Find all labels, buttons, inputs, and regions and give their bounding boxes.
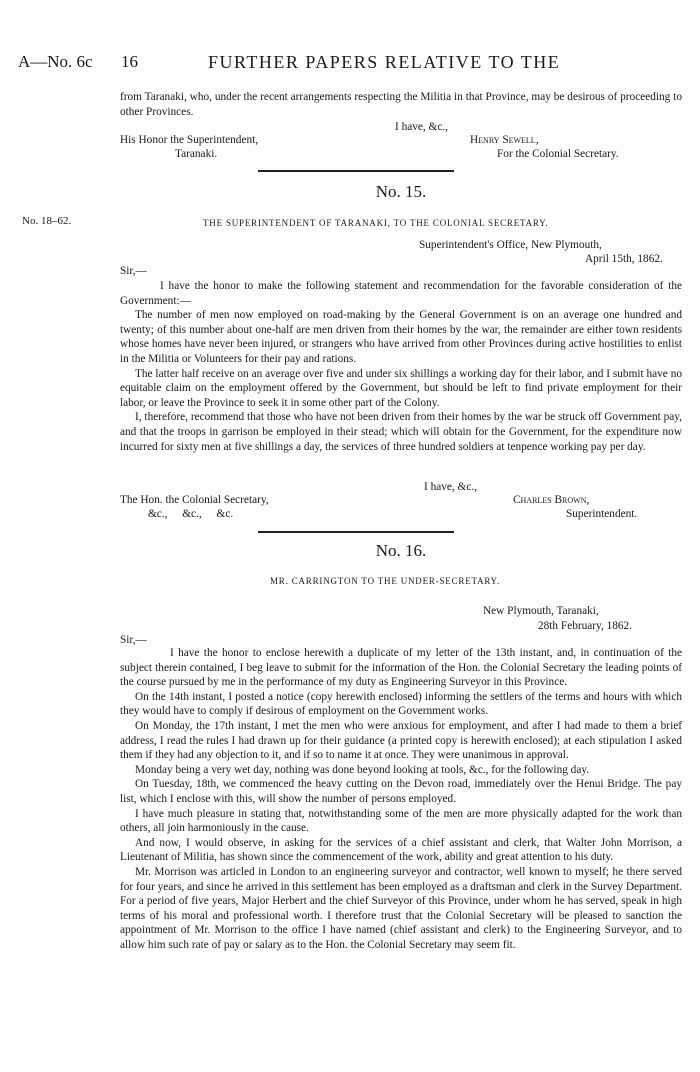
doc15-paragraph: The latter half receive on an average over five and under six shillings a working day for their labor, and I submit have no equitable claim on the employment offered by the Government, but should be left to find private employment for their labor, or leave the Province to seek it in some other part of the Colony.: [120, 367, 682, 409]
doc15-addressee: The Hon. the Colonial Secretary,: [120, 494, 269, 506]
prev-letter-text: from Taranaki, who, under the recent arrangements respecting the Militia in that Province, may be desirous of proceeding to other Provinces.: [120, 91, 682, 118]
doc15-paragraph: I have the honor to make the following statement and recommendation for the favorable consideration of the Government:—: [120, 280, 682, 307]
prev-letter-addressee-place: Taranaki.: [175, 148, 218, 160]
doc15-address-date: April 15th, 1862.: [585, 253, 663, 265]
doc15-heading: THE SUPERINTENDENT OF TARANAKI, TO THE COLONIAL SECRETARY.: [203, 218, 549, 228]
doc16-paragraph: And now, I would observe, in asking for the services of a chief assistant and clerk, that Walter John Morrison, a Lieutenant of Militia, has shown since the commencement of the work, ability and great attention to his duty.: [120, 836, 682, 864]
doc15-paragraph: The number of men now employed on road-making by the General Government is on an average one hundred and twenty; of this number about one-half are men driven from their homes by the war, the remainder are either town residents whose homes have never been injured, or strangers who have arrived from other Provinces during active hostilities to enlist in the Militia or Volunteers for their pay and rations.: [120, 309, 682, 365]
doc16-body: [120, 646, 682, 952]
doc15-closing: I have, &c.,: [424, 481, 478, 493]
doc15-address-line1: Superintendent's Office, New Plymouth,: [419, 239, 602, 251]
doc15-margin-ref: No. 18–62.: [22, 215, 72, 227]
doc15-number: No. 15.: [375, 182, 427, 201]
doc16-salutation: Sir,—: [120, 634, 147, 646]
prev-letter-addressee: His Honor the Superintendent,: [120, 134, 259, 146]
doc16-paragraph: Mr. Morrison was articled in London to an engineering surveyor and contractor, well known to myself; he there served for four years, and since he arrived in this settlement has been employed as a draftsman and clerk in the Survey Department. For a period of five years, Major Herbert and the chief Surveyor of this Province, under whom he has served, speak in high terms of his moral and professional worth. I therefore trust that the Colonial Secretary will be pleased to sanction the appointment of Mr. Morrison to the office I have named (chief assistant and clerk) to the Engineering Surveyor, and to allow him such rate of pay or salary as to the Hon. the Colonial Secretary may seem fit.: [120, 865, 682, 951]
section-divider: [258, 170, 454, 172]
doc16-paragraph: Monday being a very wet day, nothing was done beyond looking at tools, &c., for the following day.: [135, 763, 590, 776]
doc15-paragraph: I, therefore, recommend that those who have not been driven from their homes by the war be struck off Government pay, and that the troops in garrison be employed in their stead; which will obtain for the Government, for the expenditure now incurred for sixty men at five shillings a day, the services of three hundred soldiers at tenpence working pay per day.: [120, 411, 682, 453]
doc15-salutation: Sir,—: [120, 265, 147, 277]
doc15-body: [120, 279, 682, 454]
section-divider: [258, 531, 454, 533]
prev-letter-body: [120, 90, 682, 119]
doc16-paragraph: I have much pleasure in stating that, notwithstanding some of the men are more physically adapted for the work than others, all join harmoniously in the cause.: [120, 807, 682, 835]
doc16-number: No. 16.: [375, 541, 427, 560]
doc15-signer: Charles Brown,: [513, 494, 590, 506]
page-number: 16: [121, 52, 138, 71]
prev-letter-signer: Henry Sewell,: [470, 134, 539, 146]
doc16-address-line1: New Plymouth, Taranaki,: [483, 605, 599, 617]
running-title: FURTHER PAPERS RELATIVE TO THE: [208, 52, 561, 72]
doc15-signer-title: Superintendent.: [566, 508, 638, 520]
doc16-address-date: 28th February, 1862.: [538, 620, 633, 632]
doc15-addressee-etc: &c., &c., &c.: [148, 508, 234, 520]
doc16-paragraph: On the 14th instant, I posted a notice (copy herewith enclosed) informing the settlers of the terms and hours with which they would have to comply if desirous of employment on the Government works.: [120, 690, 682, 718]
doc16-heading: MR. CARRINGTON TO THE UNDER-SECRETARY.: [270, 576, 500, 586]
prev-letter-closing: I have, &c.,: [395, 121, 449, 133]
doc16-paragraph: On Monday, the 17th instant, I met the men who were anxious for employment, and after I had made to them a brief address, I read the rules I had drawn up for their guidance (a printed copy is herewith enclosed); at each stipulation I asked them if they had any objection to it, and if so to name it at once. They were unanimous in approval.: [120, 719, 682, 762]
paper-reference: A—No. 6c: [18, 52, 93, 71]
prev-letter-signer-title: For the Colonial Secretary.: [497, 148, 619, 160]
doc16-paragraph: I have the honor to enclose herewith a duplicate of my letter of the 13th instant, and, in continuation of the subject therein contained, I beg leave to submit for the information of the Hon. the Colonial Secretary the leading points of the course pursued by me in the performance of my duty as Engineering Surveyor in this Province.: [120, 647, 682, 689]
doc16-paragraph: On Tuesday, 18th, we commenced the heavy cutting on the Devon road, immediately over the Henui Bridge. The pay list, which I enclose with this, will show the number of persons employed.: [120, 778, 682, 805]
